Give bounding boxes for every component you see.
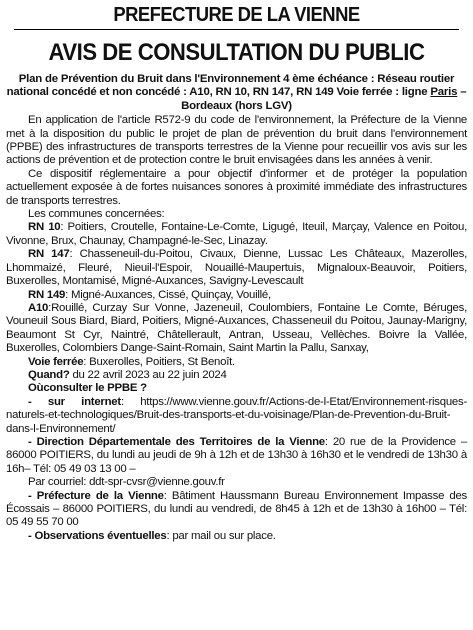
voie-ferree-text: : Buxerolles, Poitiers, St Benoît.	[83, 355, 235, 368]
subtitle-underlined: Paris	[430, 86, 458, 99]
rn147-text: : Chasseneuil-du-Poitou, Civaux, Dienne, Lussac Les Châteaux, Mazerolles, Lhommaizé, Fleuré, Nieuil-l'Espoir, Nouaillé-Maupertuis, Mignaloux-Beauvoir, Poitiers, Buxerolles, Montamisé, Migné-Auxances, Savigny-Levescault	[6, 248, 468, 288]
ddt-paragraph	[6, 436, 467, 476]
rn10-paragraph	[6, 221, 467, 248]
rn10-label: RN 10	[28, 221, 61, 234]
subtitle-part1: Plan de Prévention du Bruit dans l'Environnement 4 ème échéance : Réseau routier national concédé et non concédé : A10, RN 10, RN 147, RN 149 Voie ferrée : ligne	[6, 73, 455, 99]
rn149-text: : Migné-Auxances, Cissé, Quinçay, Vouillé,	[65, 288, 271, 301]
ou-consulter-label: Oùconsulter le PPBE ?	[28, 382, 147, 395]
voie-ferree-label: Voie ferrée	[28, 355, 84, 368]
rn147-paragraph	[6, 248, 467, 288]
rn10-text: : Poitiers, Croutelle, Fontaine-Le-Comte, Ligugé, Iteuil, Marçay, Valence en Poitou, Vivonne, Brux, Chaunay, Champagné-le-Sec, Linazay.	[6, 221, 468, 247]
ddt-label: - Direction Départementale des Territoires de la Vienne	[28, 435, 325, 448]
internet-label: - sur internet	[28, 395, 121, 408]
internet-link[interactable]: : https://www.vienne.gouv.fr/Actions-de-l-Etat/Environnement-risques-naturels-et-technologiques/Bruit-des-transports-et-du-voisinage/Plan-de-Prevention-du-Bruit-dans-l-Environnement/	[6, 395, 467, 435]
internet-paragraph	[6, 396, 467, 436]
prefecture-label: - Préfecture de la Vienne	[28, 489, 164, 502]
rn147-label: RN 147	[28, 248, 70, 261]
courriel-paragraph: Par courriel: ddt-spr-cvsr@vienne.gouv.fr	[28, 476, 225, 489]
rn149-paragraph	[6, 289, 467, 302]
subtitle-part2: – Bordeaux (hors LGV)	[181, 86, 467, 112]
observations-text: : par mail ou sur place.	[166, 529, 276, 542]
prefecture-text: : Bâtiment Haussmann Bureau Environnement Impasse des Écossais – 86000 POITIERS, du lundi au vendredi, de 8h45 à 12h et de 13h30 à 16h00 – Tél: 05 49 55 70 00	[6, 489, 467, 529]
prefecture-heading: PREFECTURE DE LA VIENNE	[113, 3, 360, 26]
observations-label: - Observations éventuelles	[28, 529, 167, 542]
heading-divider	[14, 29, 459, 30]
a10-label: A10	[28, 301, 49, 314]
prefecture-paragraph	[6, 490, 467, 530]
a10-paragraph	[6, 302, 467, 356]
notice-title: AVIS DE CONSULTATION DU PUBLIC	[48, 39, 425, 66]
ddt-text: : 20 rue de la Providence – 86000 POITIERS, du lundi au jeudi de 9h à 12h et de 13h30 à 16h30 et le vendredi de 13h30 à 16h– Tél: 05 49 03 13 00 –	[6, 435, 467, 475]
voie-ferree-paragraph	[6, 356, 467, 369]
intro-paragraph: En application de l'article R572-9 du code de l'environnement, la Préfecture de la Vienne met à la disposition du public le projet de plan de prévention du bruit dans l'environnement (PPBE) des infrastructures de transports terrestres de la Vienne pour recueillir vos avis sur les actions de prévention et de protection contre le bruit envisagées dans les années à venir.	[6, 114, 467, 167]
quand-paragraph	[6, 369, 467, 382]
objective-paragraph: Ce dispositif réglementaire a pour objectif d'informer et de protéger la population actuellement exposée à de fortes nuisances sonores à proximité immédiate des infrastructures de transports terrestres.	[6, 167, 467, 207]
quand-text: du 22 avril 2023 au 22 juin 2024	[69, 368, 227, 381]
communes-heading: Les communes concernées:	[28, 208, 165, 221]
quand-label: Quand?	[28, 368, 70, 381]
observations-paragraph	[6, 530, 467, 543]
plan-subtitle	[6, 73, 467, 113]
rn149-label: RN 149	[28, 288, 66, 301]
a10-text: :Rouillé, Curzay Sur Vonne, Jazeneuil, Coulombiers, Fontaine Le Comte, Béruges, Vouneuil Sous Biard, Biard, Poitiers, Migné-Auxances, Chasseneuil du Poitou, Jaunay-Marigny, Beaumont St Cyr, Naintré, Châtellerault, Antran, Usseau, Vellèches. Boivre la Vallée, Buxerolles, Colombiers Dange-Saint-Romain, Saint Martin la Pallu, Sanxay,	[6, 301, 467, 355]
ou-consulter-heading	[6, 382, 467, 395]
